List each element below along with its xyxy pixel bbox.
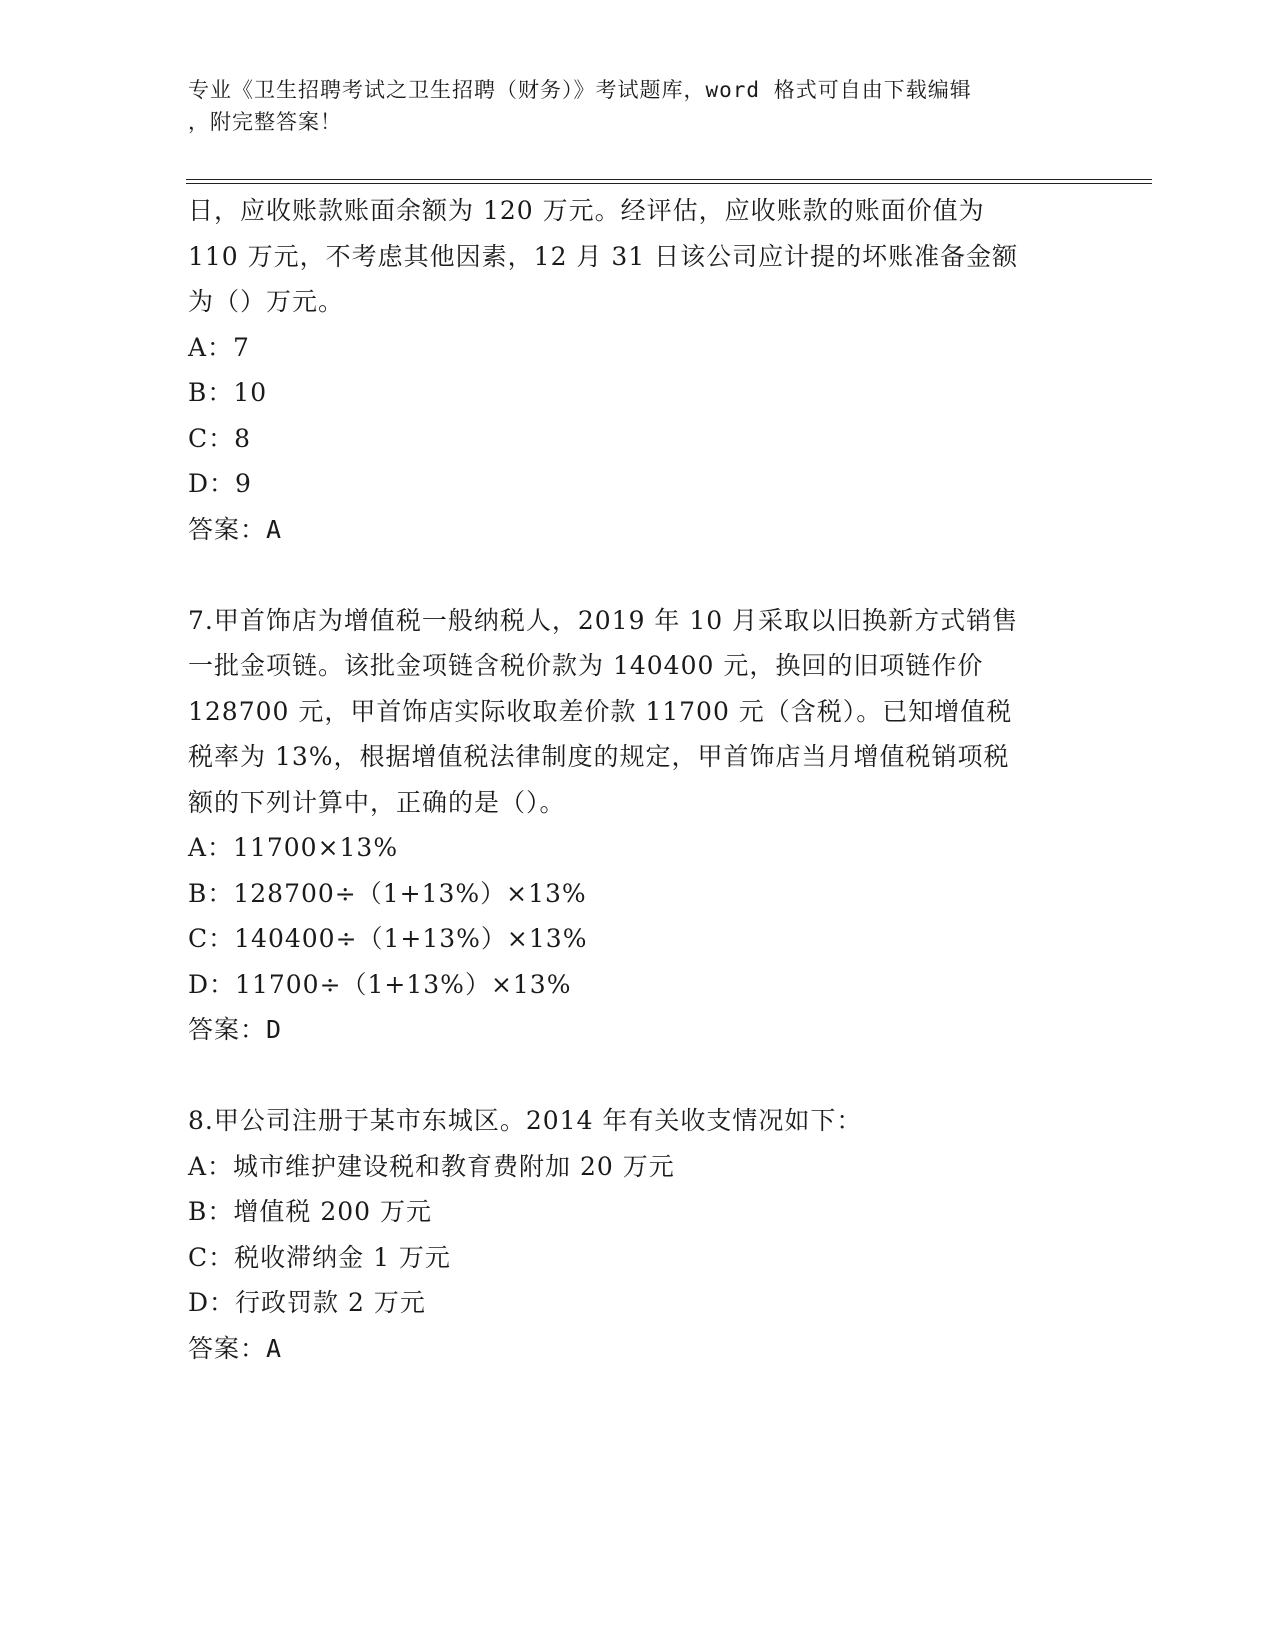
question-text-line: 日，应收账款账面余额为 120 万元。经评估，应收账款的账面价值为: [188, 196, 985, 225]
option-b: B：10: [188, 378, 268, 407]
question-text-line: 为（）万元。: [188, 287, 345, 316]
header-line-2: ，附完整答案！: [188, 110, 342, 134]
question-text-line: 7.甲首饰店为增值税一般纳税人，2019 年 10 月采取以旧换新方式销售: [188, 605, 1019, 635]
option-d: D：行政罚款 2 万元: [188, 1288, 426, 1317]
option-d: D：9: [188, 469, 252, 498]
option-c: C：税收滞纳金 1 万元: [188, 1242, 451, 1272]
option-a: A：城市维护建设税和教育费附加 20 万元: [188, 1151, 675, 1181]
spacer: [188, 1053, 1088, 1099]
document-header: [188, 74, 1068, 138]
answer: 答案：A: [188, 1333, 283, 1363]
option-c: C：140400÷（1+13%）×13%: [188, 924, 588, 953]
question-text-line: 8.甲公司注册于某市东城区。2014 年有关收支情况如下：: [188, 1106, 863, 1135]
question-6: [188, 188, 1088, 552]
option-a: A：7: [188, 332, 250, 362]
question-text-line: 128700 元，甲首饰店实际收取差价款 11700 元（含税）。已知增值税: [188, 696, 1013, 726]
header-rule-bottom: [186, 183, 1152, 184]
question-7: [188, 598, 1088, 1053]
question-text-line: 额的下列计算中，正确的是（）。: [188, 787, 566, 817]
answer: 答案：A: [188, 514, 283, 544]
spacer: [188, 552, 1088, 598]
option-b: B：128700÷（1+13%）×13%: [188, 878, 587, 908]
option-d: D：11700÷（1+13%）×13%: [188, 969, 572, 999]
option-c: C：8: [188, 423, 252, 453]
question-text-line: 税率为 13%，根据增值税法律制度的规定，甲首饰店当月增值税销项税: [188, 742, 1010, 771]
option-a: A：11700×13%: [188, 833, 399, 862]
question-content: [188, 188, 1088, 1371]
header-line-1: 专业《卫生招聘考试之卫生招聘（财务）》考试题库，word 格式可自由下载编辑: [188, 78, 972, 102]
question-text-line: 110 万元，不考虑其他因素，12 月 31 日该公司应计提的坏账准备金额: [188, 241, 1019, 271]
option-b: B：增值税 200 万元: [188, 1197, 432, 1226]
answer: 答案：D: [188, 1015, 283, 1044]
header-rule-top: [186, 179, 1152, 180]
question-8: [188, 1098, 1088, 1371]
question-text-line: 一批金项链。该批金项链含税价款为 140400 元，换回的旧项链作价: [188, 651, 984, 680]
